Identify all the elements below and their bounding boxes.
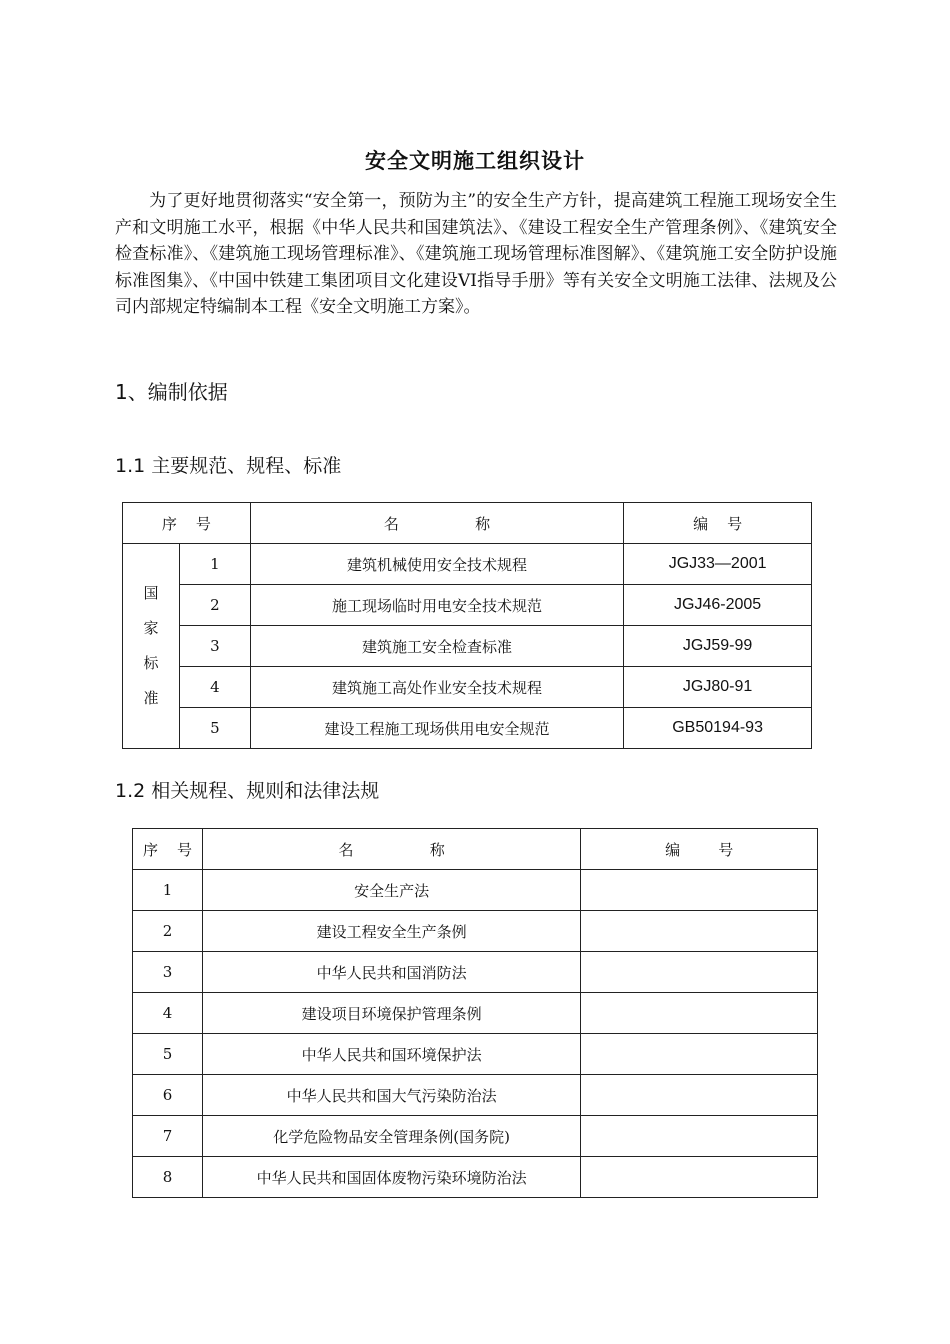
intro-paragraph (115, 188, 837, 321)
row-name: 安全生产法 (202, 870, 580, 911)
standards-table (122, 502, 812, 749)
row-code: JGJ59-99 (624, 626, 812, 667)
category-char: 准 (143, 689, 159, 707)
table-row (133, 1075, 818, 1116)
row-number: 5 (133, 1034, 203, 1075)
table-row (133, 952, 818, 993)
table-row (123, 544, 812, 585)
row-name: 中华人民共和国大气污染防治法 (202, 1075, 580, 1116)
row-number: 1 (179, 544, 250, 585)
row-name: 建筑施工高处作业安全技术规程 (250, 667, 623, 708)
row-code (581, 1034, 818, 1075)
row-code: GB50194-93 (624, 708, 812, 749)
section-heading-1-1: 1.1 主要规范、规程、标准 (115, 455, 342, 477)
row-code (581, 911, 818, 952)
header-seq: 序 号 (123, 503, 251, 544)
row-name: 中华人民共和国固体废物污染环境防治法 (202, 1157, 580, 1198)
row-number: 7 (133, 1116, 203, 1157)
row-code (581, 1116, 818, 1157)
row-number: 8 (133, 1157, 203, 1198)
row-code (581, 952, 818, 993)
table-row (123, 708, 812, 749)
header-code: 编 号 (624, 503, 812, 544)
table-row (133, 993, 818, 1034)
table-row (133, 1034, 818, 1075)
row-name: 中华人民共和国消防法 (202, 952, 580, 993)
row-name: 建筑施工安全检查标准 (250, 626, 623, 667)
row-code (581, 870, 818, 911)
row-number: 6 (133, 1075, 203, 1116)
row-number: 4 (179, 667, 250, 708)
table-row (133, 911, 818, 952)
row-code (581, 1157, 818, 1198)
header-code: 编 号 (581, 829, 818, 870)
table-row (123, 585, 812, 626)
row-number: 1 (133, 870, 203, 911)
section-heading-1-2: 1.2 相关规程、规则和法律法规 (115, 780, 380, 802)
row-code: JGJ46-2005 (624, 585, 812, 626)
row-number: 3 (179, 626, 250, 667)
row-number: 3 (133, 952, 203, 993)
row-name: 建筑机械使用安全技术规程 (250, 544, 623, 585)
header-name: 名 称 (202, 829, 580, 870)
header-seq: 序 号 (133, 829, 203, 870)
table-header-row (133, 829, 818, 870)
row-name: 建设工程安全生产条例 (202, 911, 580, 952)
section-heading-1: 1、编制依据 (115, 380, 228, 404)
row-code: JGJ33—2001 (624, 544, 812, 585)
table-header-row (123, 503, 812, 544)
category-char: 家 (143, 619, 159, 637)
regulations-table (132, 828, 818, 1198)
row-name: 建设工程施工现场供用电安全规范 (250, 708, 623, 749)
row-code (581, 1075, 818, 1116)
row-code (581, 993, 818, 1034)
row-number: 4 (133, 993, 203, 1034)
row-number: 2 (179, 585, 250, 626)
row-number: 5 (179, 708, 250, 749)
row-name: 建设项目环境保护管理条例 (202, 993, 580, 1034)
table-row (133, 1157, 818, 1198)
document-title: 安全文明施工组织设计 (365, 149, 585, 173)
category-char: 国 (143, 584, 159, 602)
header-name: 名 称 (250, 503, 623, 544)
category-cell (123, 544, 180, 749)
row-number: 2 (133, 911, 203, 952)
table-row (123, 626, 812, 667)
category-char: 标 (143, 654, 159, 672)
row-name: 施工现场临时用电安全技术规范 (250, 585, 623, 626)
row-name: 化学危险物品安全管理条例(国务院) (202, 1116, 580, 1157)
table-row (133, 870, 818, 911)
row-name: 中华人民共和国环境保护法 (202, 1034, 580, 1075)
table-row (123, 667, 812, 708)
intro-text: 为了更好地贯彻落实“安全第一，预防为主”的安全生产方针，提高建筑工程施工现场安全生产和文明施工水平，根据《中华人民共和国建筑法》、《建设工程安全生产管理条例》、《建筑安全检查标准》、《建筑施工现场管理标准》、《建筑施工现场管理标准图解》、《建筑施工安全防护设施标准图集》、《中国中铁建工集团项目文化建设VI指导手册》等有关安全文明施工法律、法规及公司内部规定特编制本工程《安全文明施工方案》。 (115, 191, 837, 317)
row-code: JGJ80-91 (624, 667, 812, 708)
table-row (133, 1116, 818, 1157)
